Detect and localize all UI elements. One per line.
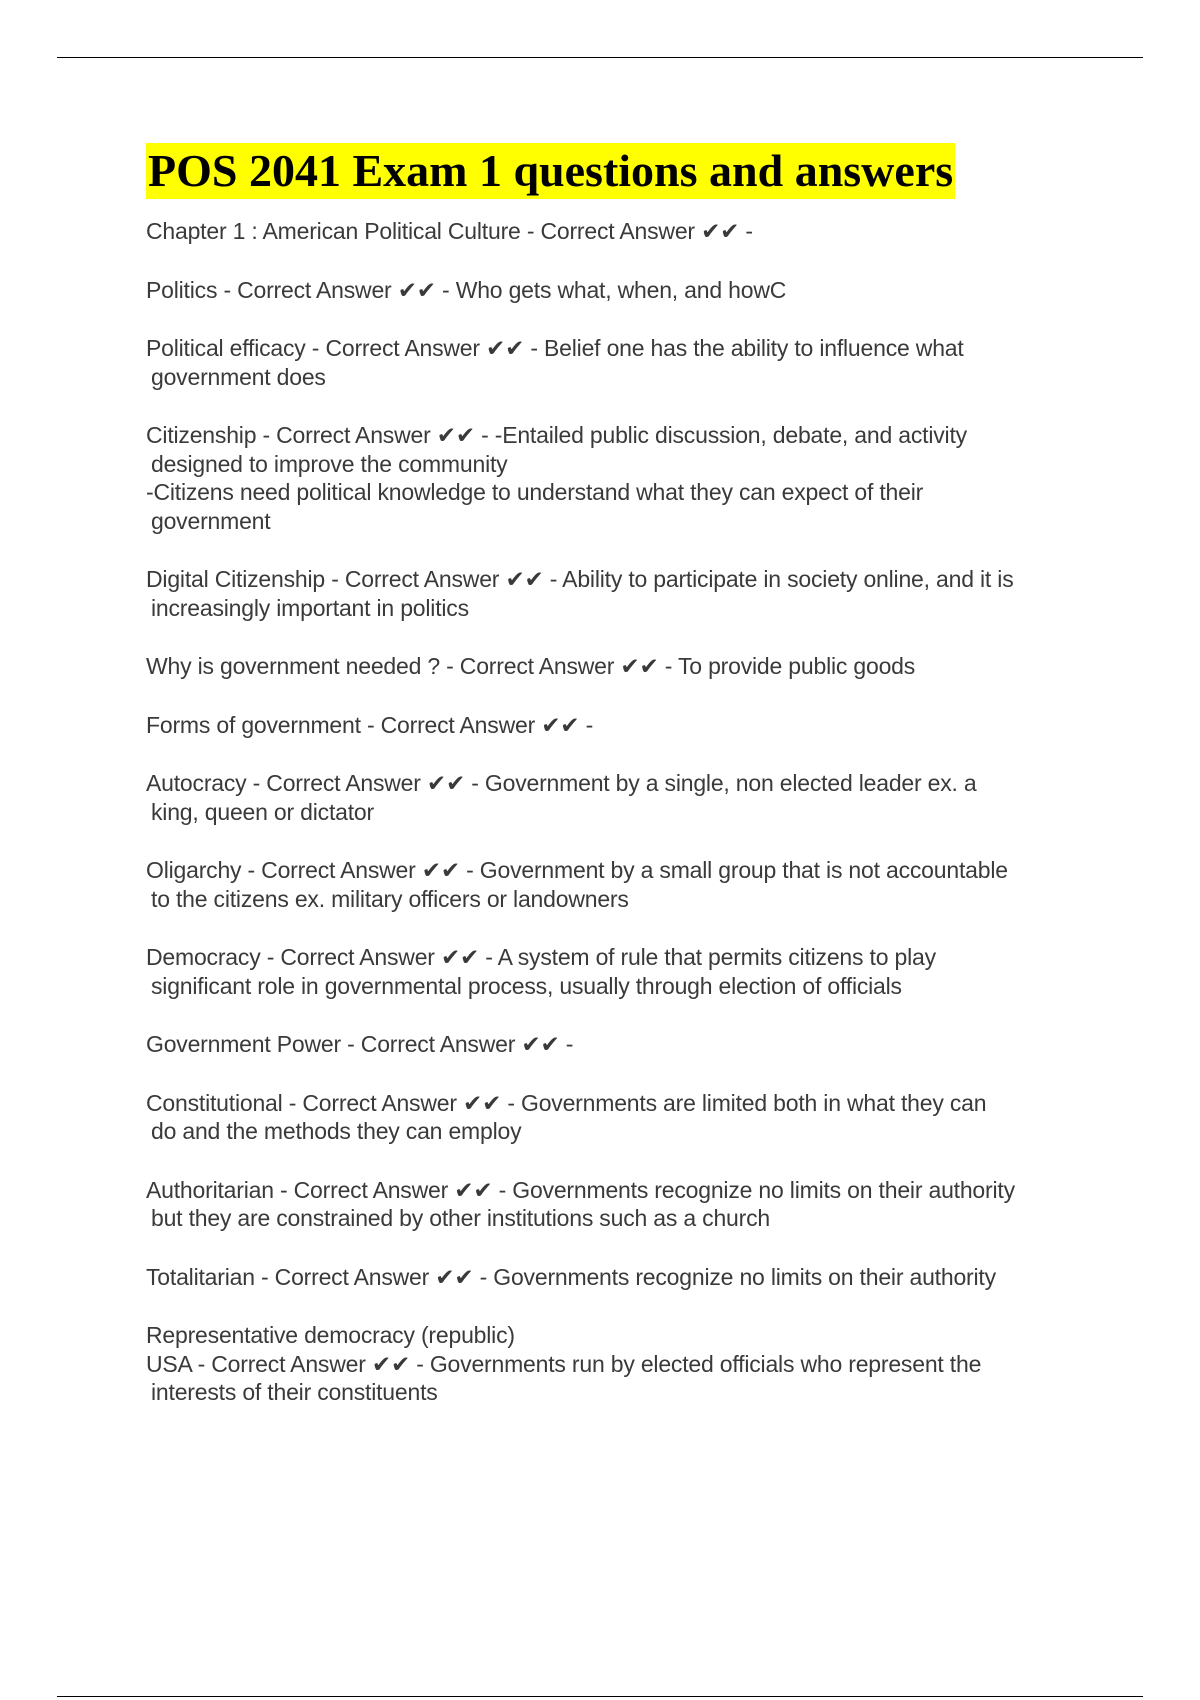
answer-text: - Governments run by elected officials who represent the xyxy=(410,1350,982,1377)
qa-entry-line xyxy=(146,1378,1106,1407)
qa-entry xyxy=(146,1176,1106,1233)
qa-entry xyxy=(146,1263,1106,1292)
entry-text: government xyxy=(151,507,271,534)
entry-text: increasingly important in politics xyxy=(151,594,469,621)
entry-text: Representative democracy (republic) xyxy=(146,1322,515,1348)
answer-text: - xyxy=(559,1031,574,1057)
qa-entry-line xyxy=(146,885,1106,914)
entry-text: -Citizens need political knowledge to understand what they can expect of their xyxy=(146,479,924,505)
double-check-icon: ✔✔ xyxy=(397,276,436,303)
qa-entry xyxy=(146,943,1106,1000)
bottom-rule xyxy=(57,1696,1143,1697)
entry-text: Authoritarian - Correct Answer xyxy=(146,1176,455,1203)
qa-entry-line xyxy=(146,1321,1106,1350)
qa-entry-line xyxy=(146,217,1106,246)
answer-text: - Government by a single, non elected leader ex. a xyxy=(465,770,977,796)
double-check-icon: ✔✔ xyxy=(541,711,580,738)
qa-entry xyxy=(146,334,1106,391)
qa-entry xyxy=(146,421,1106,535)
qa-entry-line xyxy=(146,1263,1106,1292)
entry-text: Totalitarian - Correct Answer xyxy=(146,1263,436,1290)
document-page xyxy=(146,143,1106,1437)
qa-entry xyxy=(146,711,1106,740)
entry-text: Constitutional - Correct Answer xyxy=(146,1089,464,1116)
answer-text: - xyxy=(739,218,753,244)
qa-entry-line xyxy=(146,450,1106,479)
entry-text: Politics - Correct Answer xyxy=(146,276,398,303)
answer-text: - Ability to participate in society online, and it is xyxy=(543,566,1014,592)
answer-text: - Governments recognize no limits on their authority xyxy=(492,1176,1015,1203)
entry-text: Why is government needed ? - Correct Answer xyxy=(146,653,621,679)
entry-text: Forms of government - Correct Answer xyxy=(146,711,542,738)
entry-text: Digital Citizenship - Correct Answer xyxy=(146,566,506,592)
entry-text: Autocracy - Correct Answer xyxy=(146,770,427,796)
qa-entry-line xyxy=(146,1204,1106,1233)
double-check-icon: ✔✔ xyxy=(421,857,460,883)
qa-entry-line xyxy=(146,798,1106,827)
double-check-icon: ✔✔ xyxy=(701,218,740,244)
qa-entry-line xyxy=(146,421,1106,450)
qa-entry-line xyxy=(146,1117,1106,1146)
entry-text: Chapter 1 : American Political Culture - Correct Answer xyxy=(146,218,702,244)
entry-text: USA - Correct Answer xyxy=(146,1350,372,1377)
double-check-icon: ✔✔ xyxy=(454,1176,493,1203)
answer-text: - -Entailed public discussion, debate, and activity xyxy=(474,422,967,448)
double-check-icon: ✔✔ xyxy=(505,566,544,592)
answer-text: - Government by a small group that is not accountable xyxy=(459,857,1008,883)
qa-entry-line xyxy=(146,1350,1106,1379)
answer-text: - Governments are limited both in what they can xyxy=(501,1089,987,1116)
double-check-icon: ✔✔ xyxy=(426,770,466,796)
qa-entry-line xyxy=(146,769,1106,798)
qa-entry xyxy=(146,769,1106,826)
qa-entry-line xyxy=(146,565,1106,594)
answer-text: - Governments recognize no limits on their authority xyxy=(473,1263,996,1290)
entry-text: government does xyxy=(151,363,326,390)
answer-text: - xyxy=(579,711,594,738)
double-check-icon: ✔✔ xyxy=(436,422,475,448)
entry-text: do and the methods they can employ xyxy=(151,1118,522,1144)
qa-entry-line xyxy=(146,652,1106,681)
answer-text: - Belief one has the ability to influence what xyxy=(524,335,964,361)
entry-text: significant role in governmental process, usually through election of officials xyxy=(151,972,902,999)
entry-text: interests of their constituents xyxy=(151,1379,438,1405)
qa-entry-line xyxy=(146,363,1106,392)
qa-entry-line xyxy=(146,276,1106,305)
double-check-icon: ✔✔ xyxy=(371,1350,411,1377)
double-check-icon: ✔✔ xyxy=(440,944,480,970)
qa-entry-line xyxy=(146,711,1106,740)
qa-entry xyxy=(146,565,1106,622)
entry-text: designed to improve the community xyxy=(151,450,508,477)
entry-text: Citizenship - Correct Answer xyxy=(146,422,437,448)
entry-text: to the citizens ex. military officers or landowners xyxy=(151,885,629,912)
qa-entry-line xyxy=(146,943,1106,972)
double-check-icon: ✔✔ xyxy=(521,1031,560,1057)
qa-entry-line xyxy=(146,478,1106,507)
qa-entry xyxy=(146,856,1106,913)
qa-entry xyxy=(146,1089,1106,1146)
qa-entry-line xyxy=(146,334,1106,363)
top-rule xyxy=(57,57,1143,58)
entry-text: Oligarchy - Correct Answer xyxy=(146,857,422,883)
entry-text: Government Power - Correct Answer xyxy=(146,1031,522,1057)
qa-list xyxy=(146,217,1106,1407)
answer-text: - Who gets what, when, and howC xyxy=(435,276,787,303)
qa-entry-line xyxy=(146,507,1106,536)
qa-entry-line xyxy=(146,1089,1106,1118)
double-check-icon: ✔✔ xyxy=(620,653,659,679)
qa-entry xyxy=(146,1321,1106,1407)
qa-entry xyxy=(146,1030,1106,1059)
qa-entry-line xyxy=(146,1176,1106,1205)
qa-entry-line xyxy=(146,856,1106,885)
answer-text: - A system of rule that permits citizens to play xyxy=(479,944,936,970)
qa-entry xyxy=(146,217,1106,246)
qa-entry-line xyxy=(146,1030,1106,1059)
entry-text: but they are constrained by other institutions such as a church xyxy=(151,1205,770,1231)
answer-text: - To provide public goods xyxy=(658,653,916,679)
entry-text: king, queen or dictator xyxy=(151,798,374,825)
double-check-icon: ✔✔ xyxy=(486,335,525,361)
qa-entry xyxy=(146,276,1106,305)
qa-entry-line xyxy=(146,594,1106,623)
double-check-icon: ✔✔ xyxy=(435,1263,474,1290)
document-title: POS 2041 Exam 1 questions and answers xyxy=(146,143,955,199)
entry-text: Political efficacy - Correct Answer xyxy=(146,335,487,361)
double-check-icon: ✔✔ xyxy=(463,1089,502,1116)
entry-text: Democracy - Correct Answer xyxy=(146,944,441,970)
qa-entry xyxy=(146,652,1106,681)
qa-entry-line xyxy=(146,972,1106,1001)
